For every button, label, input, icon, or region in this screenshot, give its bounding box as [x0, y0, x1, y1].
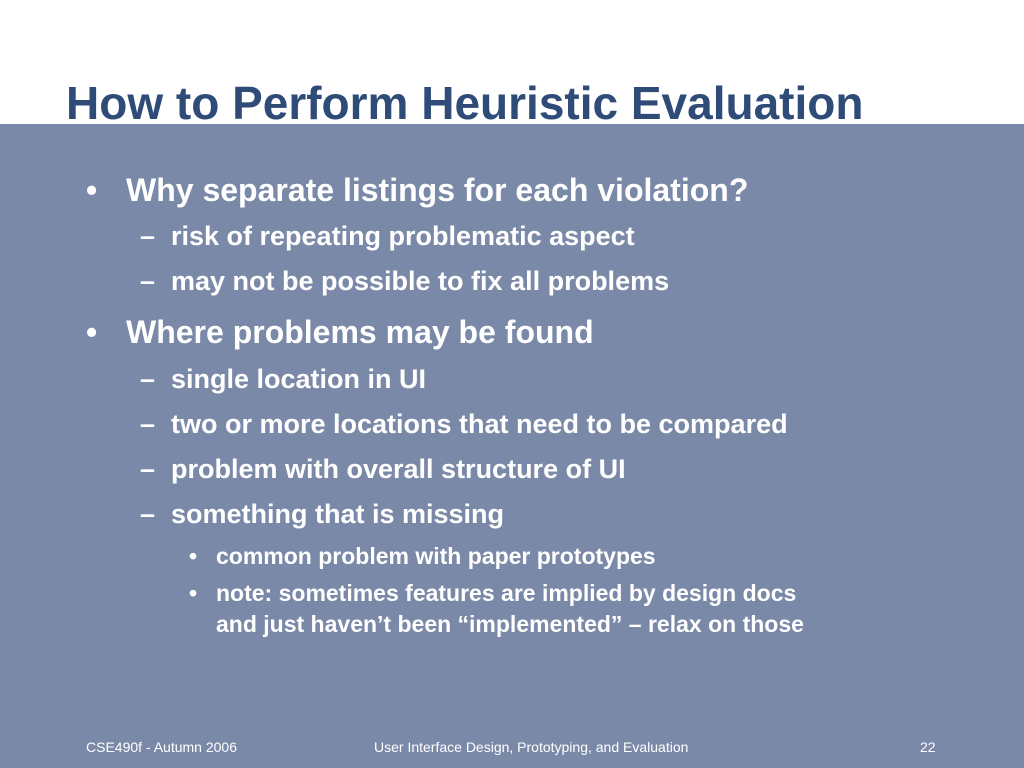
subitem-text: something that is missing	[171, 499, 505, 529]
subitem-text: risk of repeating problematic aspect	[171, 221, 635, 251]
slide-title: How to Perform Heuristic Evaluation	[66, 77, 864, 129]
bullet-text: Why separate listings for each violation?	[126, 172, 749, 208]
bullet-marker: •	[86, 314, 98, 350]
sub-bullet-marker: •	[189, 543, 198, 569]
subitem-text: two or more locations that need to be compared	[171, 409, 788, 439]
dash-marker: –	[140, 409, 156, 439]
subitem-text: problem with overall structure of UI	[171, 454, 626, 484]
footer-course: CSE490f - Autumn 2006	[86, 739, 237, 755]
dash-marker: –	[140, 266, 156, 296]
dash-marker: –	[140, 454, 156, 484]
footer-title: User Interface Design, Prototyping, and Evaluation	[374, 739, 689, 755]
sub-bullet-continuation: and just haven’t been “implemented” – relax on those	[216, 611, 804, 637]
bullet-text: Where problems may be found	[126, 314, 594, 350]
dash-marker: –	[140, 499, 156, 529]
dash-marker: –	[140, 221, 156, 251]
sub-bullet-marker: •	[189, 580, 198, 606]
dash-marker: –	[140, 364, 156, 394]
subitem-text: may not be possible to fix all problems	[171, 266, 670, 296]
sub-bullet-text: note: sometimes features are implied by design docs	[216, 580, 797, 606]
bullet-marker: •	[86, 172, 98, 208]
subitem-text: single location in UI	[171, 364, 427, 394]
sub-bullet-text: common problem with paper prototypes	[216, 543, 656, 569]
footer-page-number: 22	[920, 739, 936, 755]
